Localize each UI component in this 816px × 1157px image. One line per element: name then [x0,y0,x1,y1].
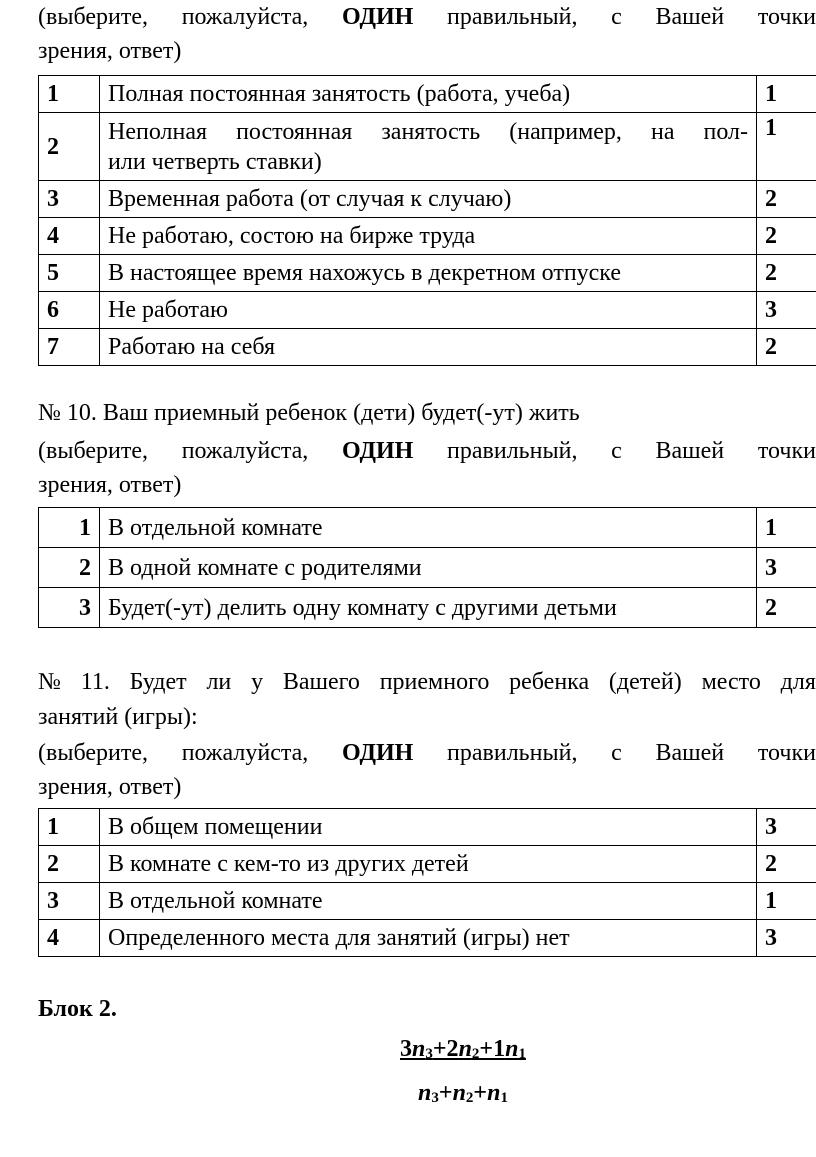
option-text: В общем помещении [100,809,757,846]
instruction-word-bold: ОДИН [342,438,414,464]
option-score: 3 [757,920,816,957]
option-score: 2 [757,255,816,292]
formula-sub: 2 [465,1090,474,1106]
option-score: 1 [757,113,816,181]
table-row [39,883,816,920]
title-word: для [780,669,816,695]
option-text-line2: или четверть ставки) [108,148,322,175]
formula-var: n [487,1080,501,1106]
option-text: Не работаю [100,292,757,329]
option-text [100,113,757,181]
q11-title-line1 [38,665,816,699]
instruction-word: правильный, [447,438,578,464]
title-word: приемного [379,669,490,695]
title-word: ребенка [509,669,590,695]
q11-title-line2: занятий (игры): [38,704,198,730]
option-score: 2 [757,181,816,218]
option-text: В отдельной комнате [100,883,757,920]
option-text: Будет(-ут) делить одну комнату с другими детьми [100,588,757,628]
option-number: 1 [39,809,100,846]
option-number: 3 [39,588,100,628]
option-number: 1 [39,508,100,548]
option-number: 5 [39,255,100,292]
instruction-word: с [611,438,622,464]
formula-numerator [0,1032,816,1071]
instruction-word: точки [757,438,816,464]
instruction-word: правильный, [447,4,578,30]
option-text: Работаю на себя [100,329,757,366]
q10-instruction-line1 [38,434,816,468]
option-text: Полная постоянная занятость (работа, учеба) [100,76,757,113]
table-row [39,218,816,255]
option-number: 4 [39,218,100,255]
instruction-word: точки [757,740,816,766]
table-row [39,920,816,957]
formula-part: + [438,1080,453,1106]
option-score: 2 [757,588,816,628]
q10-instruction-line2: зрения, ответ) [38,472,182,498]
option-text: В настоящее время нахожусь в декретном отпуске [100,255,757,292]
title-word: ли [206,669,232,695]
text-word: занятость [381,118,481,145]
table-row [39,548,816,588]
q11-instruction-line2: зрения, ответ) [38,774,182,800]
option-text: В одной комнате с родителями [100,548,757,588]
instruction-word: пожалуйста, [181,438,309,464]
table-row [39,181,816,218]
q9-options-table [38,75,816,366]
instruction-word: с [611,4,622,30]
instruction-word-bold: ОДИН [342,740,414,766]
table-row [39,255,816,292]
text-word: постоянная [236,118,353,145]
option-number: 6 [39,292,100,329]
option-number: 1 [39,76,100,113]
title-word: у [251,669,264,695]
text-word: (например, [509,118,622,145]
instruction-word: Вашей [655,438,725,464]
option-text: В отдельной комнате [100,508,757,548]
table-row [39,809,816,846]
option-number: 2 [39,846,100,883]
option-score: 2 [757,846,816,883]
option-number: 3 [39,883,100,920]
table-row [39,113,816,181]
option-text: В комнате с кем-то из других детей [100,846,757,883]
instruction-word: (выберите, [38,4,148,30]
option-score: 3 [757,809,816,846]
table-row [39,292,816,329]
table-row [39,76,816,113]
option-text: Временная работа (от случая к случаю) [100,181,757,218]
title-word: место [701,669,761,695]
option-number: 4 [39,920,100,957]
formula-denominator [0,1076,816,1115]
instruction-word: пожалуйста, [181,4,309,30]
q10-options-table [38,507,816,628]
instruction-word: (выберите, [38,438,148,464]
instruction-word: (выберите, [38,740,148,766]
formula-sub: 3 [425,1046,433,1062]
formula-sub: 3 [431,1090,439,1106]
title-word: (детей) [608,669,682,695]
formula-sub: 1 [518,1046,526,1062]
option-score: 1 [757,508,816,548]
option-score: 2 [757,329,816,366]
table-row [39,329,816,366]
option-number: 2 [39,113,100,181]
option-number: 7 [39,329,100,366]
instruction-word: точки [757,4,816,30]
option-text: Определенного места для занятий (игры) нет [100,920,757,957]
title-word: 11. [80,669,110,695]
formula-part: + [473,1080,488,1106]
instruction-word: Вашей [655,4,725,30]
formula-part: 3 [400,1036,413,1062]
table-row [39,846,816,883]
text-word: пол- [703,118,748,145]
formula-part: +1 [479,1036,506,1062]
title-word: Будет [129,669,187,695]
title-word: Вашего [282,669,360,695]
block2-title: Блок 2. [38,996,117,1022]
option-score: 3 [757,548,816,588]
formula-var: n [458,1036,472,1062]
option-score: 2 [757,218,816,255]
formula-var: n [505,1036,519,1062]
option-score: 1 [757,883,816,920]
table-row [39,588,816,628]
formula-var: n [418,1080,432,1106]
instruction-word: с [611,740,622,766]
formula-sub: 2 [471,1046,480,1062]
option-number: 2 [39,548,100,588]
q9-instruction-line2: зрения, ответ) [38,38,182,64]
formula-sub: 1 [500,1090,508,1106]
option-number: 3 [39,181,100,218]
q11-options-table [38,808,816,957]
q9-instruction-line1 [38,0,816,34]
formula-var: n [412,1036,426,1062]
instruction-word: пожалуйста, [181,740,309,766]
instruction-word: правильный, [447,740,578,766]
instruction-word-bold: ОДИН [342,4,414,30]
text-word: на [650,118,675,145]
option-text: Не работаю, состою на бирже труда [100,218,757,255]
option-score: 3 [757,292,816,329]
formula-part: +2 [432,1036,459,1062]
title-word: № [38,669,61,695]
option-score: 1 [757,76,816,113]
text-word: Неполная [108,118,208,145]
table-row [39,508,816,548]
instruction-word: Вашей [655,740,725,766]
q11-instruction-line1 [38,736,816,770]
q10-title: № 10. Ваш приемный ребенок (дети) будет(-ут) жить [38,400,580,426]
option-text-line1 [108,117,748,147]
formula-var: n [452,1080,466,1106]
